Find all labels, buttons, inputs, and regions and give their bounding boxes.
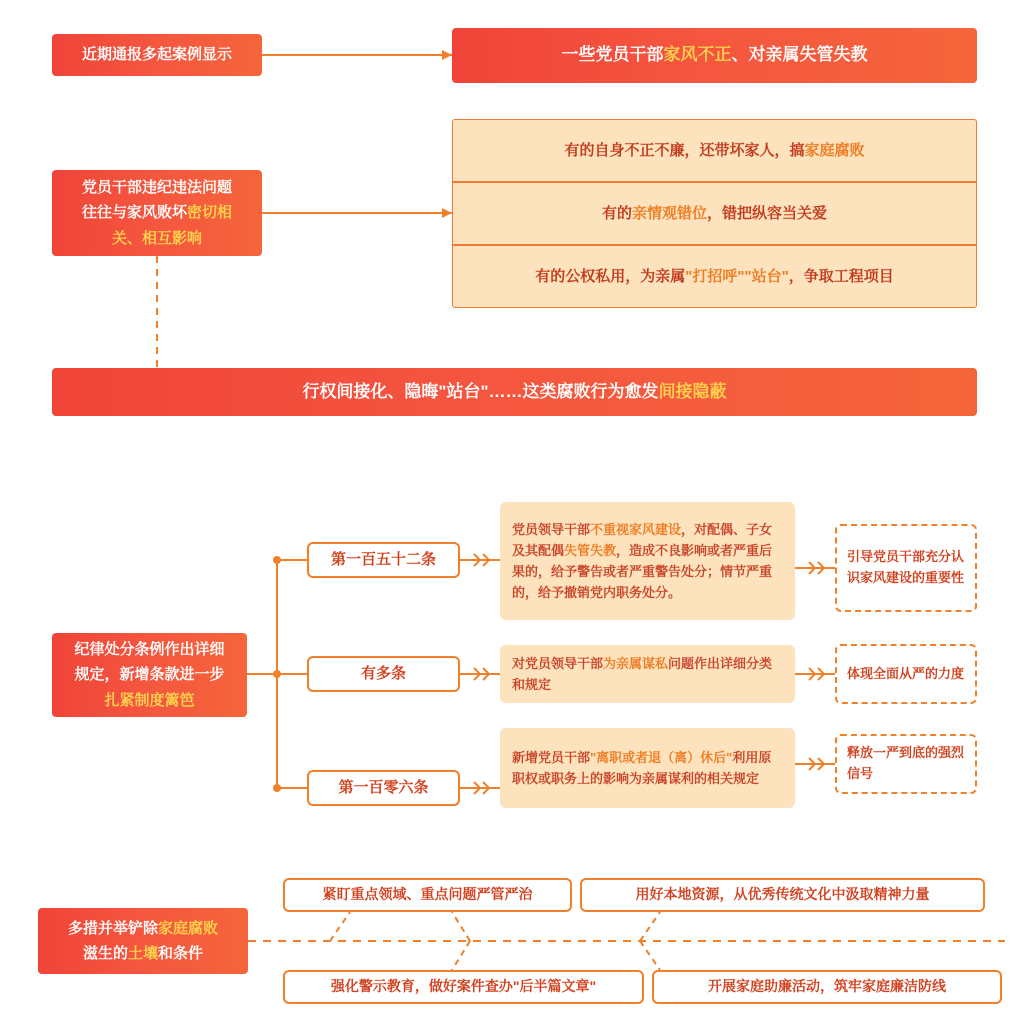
measure-2-text: 强化警示教育，做好案件查办"后半篇文章": [330, 978, 597, 995]
headline-text: 一些党员干部家风不正、对亲属失管失教: [561, 45, 868, 65]
cause-item-0-text: 有的自身不正不廉，还带坏家人，搞家庭腐败: [564, 141, 865, 159]
measures-root-text: 多措并举铲除家庭腐败 滋生的土壤和条件: [67, 919, 219, 962]
cause-text: 党员干部违纪违法问题 往往与家风败坏密切相 关、相互影响: [81, 178, 233, 247]
source-label-text: 近期通报多起案例显示: [81, 46, 232, 64]
measure-0-text: 紧盯重点领域、重点问题严管严治: [322, 886, 533, 903]
branch-outcome-2: [835, 734, 977, 794]
branch-label-1: [307, 656, 460, 692]
branch-label-0-text: 第一百五十二条: [330, 551, 436, 569]
cause-item-1: [452, 182, 977, 245]
branch-detail-1: [500, 645, 795, 703]
headline-block: [452, 28, 977, 83]
branch-label-1-text: 有多条: [360, 665, 406, 683]
cause-item-1-text: 有的亲情观错位，错把纵容当关爱: [601, 204, 828, 222]
branch-detail-0-text: 党员领导干部不重视家风建设，对配偶、子女及其配偶失管失教，造成不良影响或者严重后果的，给予警告或者严重警告处分；情节严重的，给予撤销党内职务处分。: [512, 521, 773, 601]
summary-text: 行权间接化、隐晦"站台"……这类腐败行为愈发间接隐蔽: [302, 381, 727, 401]
branch-label-2: [307, 770, 460, 806]
branch-outcome-0: [835, 524, 977, 612]
source-label-block: [52, 34, 262, 76]
measure-3-text: 开展家庭助廉活动，筑牢家庭廉洁防线: [708, 978, 946, 995]
regulation-root-text: 纪律处分条例作出详细 规定，新增条款进一步 扎紧制度篱笆: [74, 640, 225, 709]
measure-1: [580, 878, 985, 912]
summary-block: [52, 368, 977, 416]
branch-detail-1-text: 对党员领导干部为亲属谋私问题作出详细分类和规定: [512, 655, 773, 692]
branch-label-0: [307, 542, 460, 578]
regulation-root-block: [52, 633, 247, 717]
measure-3: [652, 970, 1002, 1004]
branch-outcome-0-text: 引导党员干部充分认识家风建设的重要性: [847, 549, 965, 585]
measure-1-text: 用好本地资源，从优秀传统文化中汲取精神力量: [635, 886, 930, 903]
branch-detail-2-text: 新增党员干部"离职或者退（离）休后"利用原职权或职务上的影响为亲属谋利的相关规定: [512, 749, 772, 786]
cause-item-0: [452, 119, 977, 182]
measure-0: [283, 878, 572, 912]
cause-block: [52, 170, 262, 256]
measures-root-block: [38, 908, 248, 974]
branch-outcome-1-text: 体现全面从严的力度: [847, 665, 965, 681]
branch-outcome-1: [835, 644, 977, 704]
branch-label-2-text: 第一百零六条: [338, 779, 429, 797]
branch-detail-0: [500, 502, 795, 620]
branch-outcome-2-text: 释放一严到底的强烈信号: [847, 745, 965, 781]
cause-item-2: [452, 245, 977, 308]
branch-detail-2: [500, 728, 795, 808]
measure-2: [283, 970, 644, 1004]
cause-item-2-text: 有的公权私用，为亲属"打招呼""站台"，争取工程项目: [535, 267, 894, 285]
